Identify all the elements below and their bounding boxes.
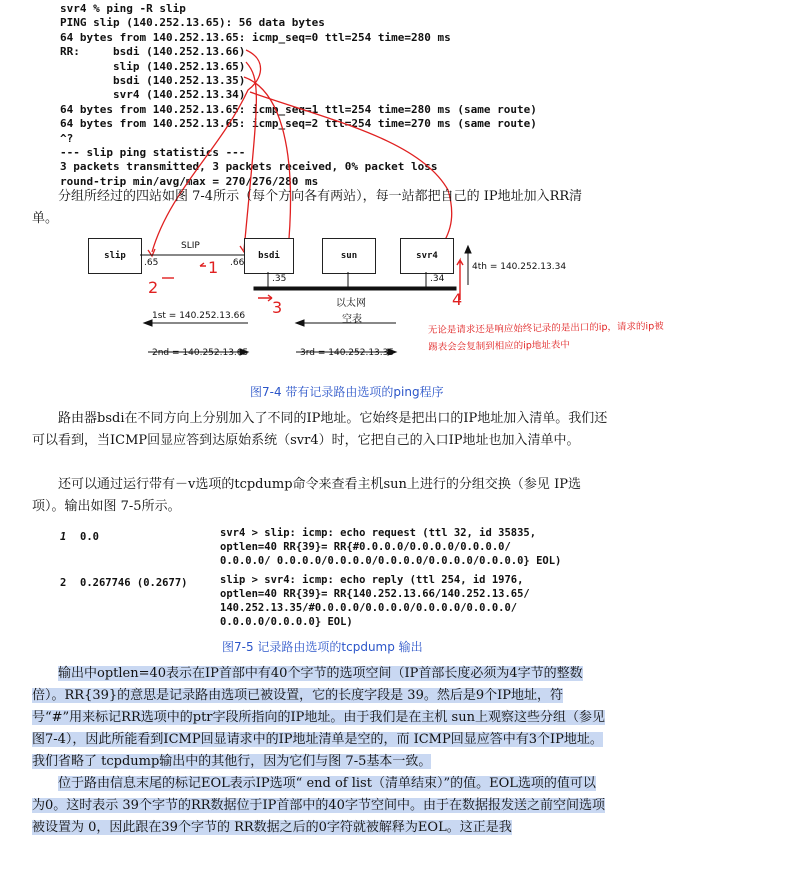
host-sun: sun [322,238,376,274]
paragraph-3 [32,474,608,518]
host-slip: slip [88,238,142,274]
tcpdump-line: 0.0.0.0/ 0.0.0.0/0.0.0.0/0.0.0.0/0.0.0.0/0.0.0.0} EOL) [220,555,562,567]
tcpdump-num: 2 [60,577,67,589]
tcpdump-line: slip > svr4: icmp: echo reply (ttl 254, id 1976, [220,574,524,586]
tcpdump-line: 140.252.13.35/#0.0.0.0/0.0.0.0/0.0.0.0/0.0.0.0/ [220,602,518,614]
figure-7-5-caption: 图7-5 记录路由选项的tcpdump 输出 [222,640,423,654]
addr-bsdi-eth: .35 [272,274,287,284]
figure-lines [0,0,806,380]
paragraph-text: 分组所经过的四站如图 7-4所示（每个方向各有两站），每一站都把自己的 IP地址加入RR清单。 [32,189,583,226]
hop-2-label: 2nd = 140.252.13.65 [152,348,249,358]
tcpdump-line: optlen=40 RR{39}= RR{#0.0.0.0/0.0.0.0/0.0.0.0/ [220,541,511,553]
highlighted-text: 输出中optlen=40表示在IP首部中有40个字节的选项空间（IP首部长度必须为4字节的整数倍）。RR{39}的意思是记录路由选项已被设置，它的长度字段是 39。然后是9个IP地址，符号“#”用来标记RR选项中的ptr字段所指向的IP地址。由于我们是在主机 sun上观察这些分组（参见图7-4），因此所能看到ICMP回显请求中的IP地址清单是空的，而 ICMP回显应答中有3个IP地址。我们省略了 tcpdump输出中的其他行，因为它们与图 7-5基本一致。 [32,666,605,769]
tcpdump-entry [220,526,561,568]
hand-number-4: 4 [452,290,463,309]
link-label: SLIP [181,241,200,251]
ethernet-label: 以太网 [336,298,366,309]
tcpdump-entry [220,573,530,629]
note-line-1: 无论是请求还是响应始终记录的是出口的ip，请求的ip被 [427,320,664,337]
note-line-2: 踢表会会复制到相应的ip地址表中 [428,339,570,354]
paragraph-text [32,663,608,773]
code-line: 64 bytes from 140.252.13.65: icmp_seq=0 ttl=254 time=280 ms [60,30,451,44]
tcpdump-num: 1 [60,531,67,543]
figure-7-4-caption: 图7-4 带有记录路由选项的ping程序 [250,385,444,399]
code-line: RR: bsdi (140.252.13.66) [60,45,246,59]
hop-4-label: 4th = 140.252.13.34 [472,262,567,272]
paragraph-5 [32,773,608,839]
code-line: svr4 % ping -R slip [60,2,186,15]
paragraph-text: 还可以通过运行带有－v选项的tcpdump命令来查看主机sun上进行的分组交换（参见 IP选项）。输出如图 7-5所示。 [32,477,581,514]
code-line: bsdi (140.252.13.35) [60,73,246,87]
host-svr4: svr4 [400,238,454,274]
tcpdump-line: svr4 > slip: icmp: echo request (ttl 32, id 35835, [220,527,537,539]
code-line: 3 packets transmitted, 3 packets received, 0% packet loss [60,160,438,174]
empty-list-label: 空表 [342,314,362,325]
handwritten-note [428,318,664,356]
code-line: --- slip ping statistics --- [60,145,246,159]
addr-svr4: .34 [430,274,445,284]
code-line: slip (140.252.13.65) [60,59,246,73]
code-line: 64 bytes from 140.252.13.65: icmp_seq=2 ttl=254 time=270 ms (same route) [60,117,537,131]
highlighted-text: 位于路由信息末尾的标记EOL表示IP选项“ end of list（清单结束）”的值。EOL选项的值可以为0。这时表示 39个字节的RR数据位于IP首部中的40字节空间中。由于在数据报发送之前空间选项被设置为 0，因此跟在39个字节的 RR数据之后的0字符就被解释为EOL。这正是我 [32,776,605,835]
paragraph-text [32,773,608,839]
code-line: round-trip min/avg/max = 270/276/280 ms [60,174,319,188]
addr-slip: .65 [144,258,159,268]
hand-number-2: 2 [148,278,159,297]
tcpdump-line: 0.0.0.0/0.0.0.0} EOL) [220,616,353,628]
hand-number-3: 3 [272,298,283,317]
tcpdump-time: 0.0 [80,531,99,543]
code-line: svr4 (140.252.13.34) [60,88,246,102]
hand-number-1: 1 [208,258,219,277]
code-line: PING slip (140.252.13.65): 56 data bytes [60,16,325,30]
tcpdump-time: 0.267746 (0.2677) [80,577,188,589]
paragraph-4 [32,663,608,773]
hop-3-label: 3rd = 140.252.13.35 [300,348,395,358]
hop-1-label: 1st = 140.252.13.66 [152,311,246,321]
tcpdump-line: optlen=40 RR{39}= RR{140.252.13.66/140.252.13.65/ [220,588,530,600]
code-line: 64 bytes from 140.252.13.65: icmp_seq=1 ttl=254 time=280 ms (same route) [60,102,537,116]
paragraph-2 [32,408,608,452]
code-line: ^? [60,131,74,145]
addr-bsdi-left: .66 [230,258,245,268]
paragraph-text: 路由器bsdi在不同方向上分别加入了不同的IP地址。它始终是把出口的IP地址加入清单。我们还可以看到，当ICMP回显应答到达原始系统（svr4）时，它把自己的入口IP地址也加入清单中。 [32,411,608,448]
host-bsdi: bsdi [244,238,294,274]
